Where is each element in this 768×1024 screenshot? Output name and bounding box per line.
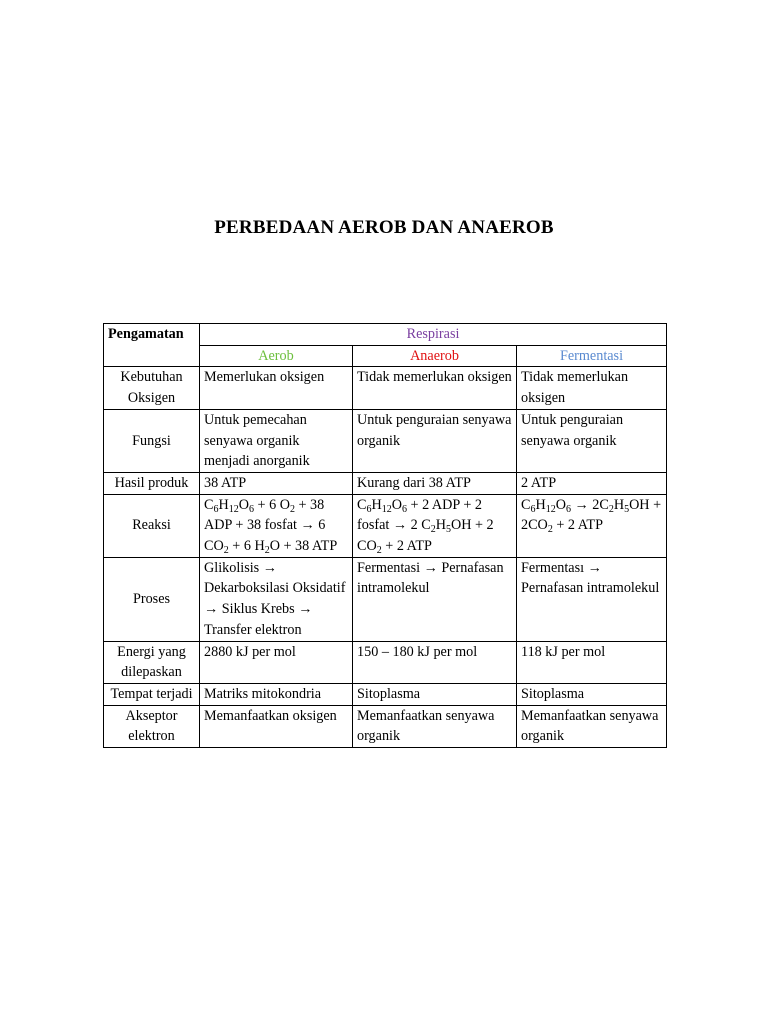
cell-aerob: Memerlukan oksigen xyxy=(200,367,353,409)
cell-fermentasi: Memanfaatkan senyawa organik xyxy=(517,705,667,747)
page-title: PERBEDAAN AEROB DAN ANAEROB xyxy=(214,217,554,238)
cell-anaerob: Memanfaatkan senyawa organik xyxy=(353,705,517,747)
header-fermentasi: Fermentasi xyxy=(517,345,667,367)
cell-aerob: Memanfaatkan oksigen xyxy=(200,705,353,747)
row-label: Reaksi xyxy=(104,494,200,557)
cell-anaerob: Tidak memerlukan oksigen xyxy=(353,367,517,409)
cell-aerob: 38 ATP xyxy=(200,472,353,494)
cell-fermentasi: 118 kJ per mol xyxy=(517,641,667,683)
table-row xyxy=(104,557,667,641)
cell-aerob: 2880 kJ per mol xyxy=(200,641,353,683)
cell-anaerob: Fermentasi → Pernafasan intramolekul xyxy=(353,557,517,641)
row-label: Akseptor elektron xyxy=(104,705,200,747)
cell-aerob: Glikolisis → Dekarboksilasi Oksidatif → Siklus Krebs → Transfer elektron xyxy=(200,557,353,641)
cell-anaerob: 150 – 180 kJ per mol xyxy=(353,641,517,683)
row-label: Kebutuhan Oksigen xyxy=(104,367,200,409)
cell-anaerob: $C_6H_{12}O_6 + 2$ ADP + 2 fosfat → 2 $C_2H_5OH + 2$ $CO_2 + 2$ ATP xyxy=(353,494,517,557)
table-row xyxy=(104,641,667,683)
cell-fermentasi: Sitoplasma xyxy=(517,683,667,705)
row-label: Proses xyxy=(104,557,200,641)
table-row xyxy=(104,367,667,409)
row-label: Tempat terjadi xyxy=(104,683,200,705)
cell-fermentasi: Fermentası → Pernafasan intramolekul xyxy=(517,557,667,641)
comparison-table xyxy=(103,323,667,748)
table-row xyxy=(104,409,667,472)
cell-anaerob: Sitoplasma xyxy=(353,683,517,705)
row-label: Fungsi xyxy=(104,409,200,472)
cell-fermentasi: Tidak memerlukan oksigen xyxy=(517,367,667,409)
cell-anaerob: Untuk penguraian senyawa organik xyxy=(353,409,517,472)
row-label: Energi yang dilepaskan xyxy=(104,641,200,683)
cell-aerob: Untuk pemecahan senyawa organik menjadi anorganik xyxy=(200,409,353,472)
cell-fermentasi: $C_6H_{12}O_6 \to 2C_2H_5OH + 2CO_2 + 2$ ATP xyxy=(517,494,667,557)
table-row xyxy=(104,683,667,705)
cell-fermentasi: 2 ATP xyxy=(517,472,667,494)
header-observation: Pengamatan xyxy=(104,324,200,367)
header-respirasi: Respirasi xyxy=(200,324,667,346)
header-aerob: Aerob xyxy=(200,345,353,367)
cell-fermentasi: Untuk penguraian senyawa organik xyxy=(517,409,667,472)
header-row xyxy=(104,324,667,346)
table-row xyxy=(104,472,667,494)
row-label: Hasil produk xyxy=(104,472,200,494)
table-row xyxy=(104,705,667,747)
table-row xyxy=(104,494,667,557)
cell-anaerob: Kurang dari 38 ATP xyxy=(353,472,517,494)
cell-aerob: $C_6H_{12}O_6 + 6$ $O_2 + 38$ ADP + 38 fosfat → 6 $CO_2 + 6$ $H_2O + 38$ ATP xyxy=(200,494,353,557)
header-anaerob: Anaerob xyxy=(353,345,517,367)
cell-aerob: Matriks mitokondria xyxy=(200,683,353,705)
